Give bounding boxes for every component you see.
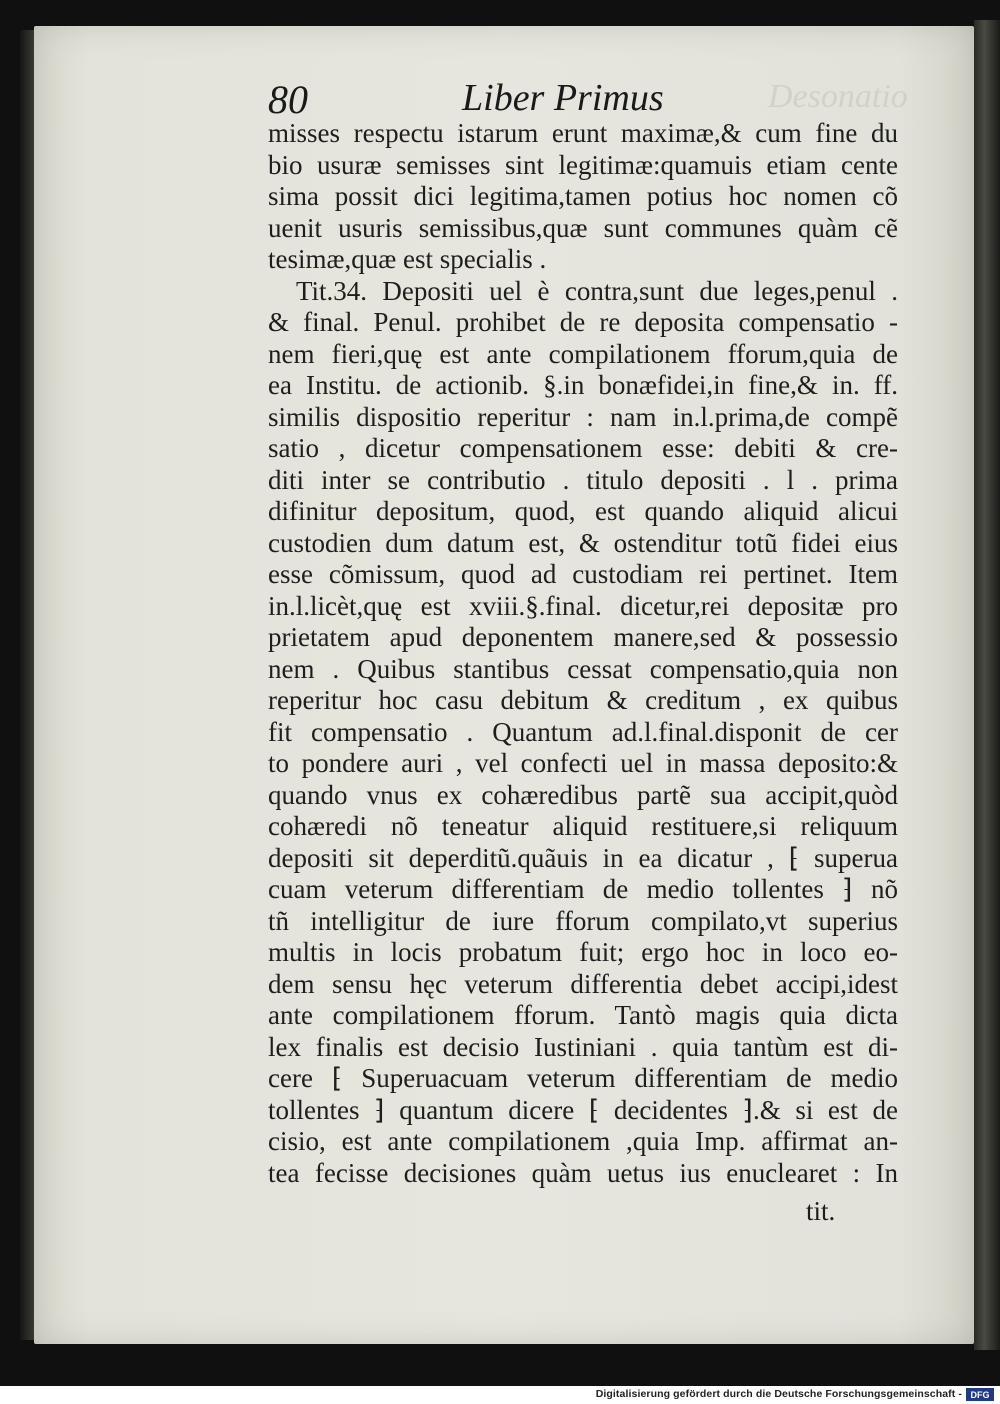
text-line-content: ante compilationem fforum. Tantò magis quia dicta — [268, 1000, 898, 1030]
text-line-content: fit compensatio . Quantum ad.l.final.disponit de cer — [268, 716, 898, 747]
text-line — [268, 717, 898, 749]
text-line-content: quando vnus ex cohæredibus partẽ sua accipit,quòd — [268, 779, 898, 810]
text-line-content: tesimæ,quæ est specialis . — [268, 244, 547, 274]
text-line — [268, 244, 898, 276]
text-line-content: satio , dicetur compensationem esse: debiti & cre- — [268, 433, 898, 463]
text-line-content: tñ intelligitur de iure fforum compilato,vt superius — [268, 905, 898, 936]
text-line-content: tollentes ⁆ quantum dicere ⁅ decidentes ⁆.& si est de — [268, 1094, 898, 1125]
text-line — [268, 370, 898, 402]
text-line-content: lex finalis est decisio Iustiniani . quia tantùm est di- — [268, 1031, 898, 1062]
text-line-content: in.l.licèt,quę est xviii.§.final. dicetur,rei depositæ pro — [268, 590, 898, 621]
text-line — [268, 181, 898, 213]
text-line — [268, 118, 898, 150]
text-line — [268, 937, 898, 969]
text-line — [268, 1126, 898, 1158]
text-line-content: difinitur depositum, quod, est quando aliquid alicui — [268, 496, 898, 526]
text-line-content: dem sensu hęc veterum differentia debet accipi,idest — [268, 968, 898, 999]
text-line — [268, 906, 898, 938]
text-line — [268, 150, 898, 182]
text-line — [268, 874, 898, 906]
text-line-content: depositi sit deperditũ.quãuis in ea dicatur , ⁅ superua — [268, 842, 898, 873]
text-line-content: to pondere auri , vel confecti uel in massa deposito:& — [268, 748, 898, 778]
text-line-content: multis in locis probatum fuit; ergo hoc in loco eo- — [268, 937, 898, 967]
digitization-credit: Digitalisierung gefördert durch die Deutsche Forschungsgemeinschaft - — [595, 1388, 962, 1400]
text-line-content: ea Institu. de actionib. §.in bonæfidei,in fine,& in. ff. — [268, 370, 898, 400]
text-line — [268, 433, 898, 465]
text-line-content: cisio, est ante compilationem ,quia Imp. affirmat an- — [268, 1126, 898, 1156]
catchword: tit. — [806, 1196, 836, 1226]
text-line — [268, 1063, 898, 1095]
text-line-content: & final. Penul. prohibet de re deposita compensatio - — [268, 307, 898, 337]
text-line-content: nem . Quibus stantibus cessat compensatio,quia non — [268, 653, 898, 684]
folio-number: 80 — [268, 77, 308, 122]
text-line-content: similis dispositio reperitur : nam in.l.prima,de compẽ — [268, 401, 898, 432]
text-line — [268, 748, 898, 780]
text-line — [268, 685, 898, 717]
running-title: Liber Primus — [462, 77, 664, 119]
text-line — [268, 1095, 898, 1127]
text-line — [268, 811, 898, 843]
right-book-edge — [974, 20, 1000, 1350]
bleed-through-title: Desonatio — [768, 78, 908, 115]
text-line-content: reperitur hoc casu debitum & creditum , ex quibus — [268, 685, 898, 715]
text-line-content: nem fieri,quę est ante compilationem fforum,quia de — [268, 338, 898, 369]
text-line — [268, 402, 898, 434]
text-line-content: uenit usuris semissibus,quæ sunt communes quàm cẽ — [268, 212, 898, 243]
text-line — [268, 622, 898, 654]
text-line-content: cohæredi nõ teneatur aliquid restituere,si reliquum — [268, 811, 898, 841]
text-line-content: sima possit dici legitima,tamen potius hoc nomen cõ — [268, 181, 898, 211]
text-line — [268, 969, 898, 1001]
text-line-content: prietatem apud deponentem manere,sed & possessio — [268, 622, 898, 652]
text-line-content: esse cõmissum, quod ad custodiam rei pertinet. Item — [268, 559, 898, 589]
text-line-content: diti inter se contributio . titulo depositi . l . prima — [268, 464, 898, 495]
text-line — [268, 528, 898, 560]
text-line — [268, 591, 898, 623]
body-text — [268, 118, 898, 1189]
text-line-content: cuam veterum differentiam de medio tollentes ⁆ nõ — [268, 874, 898, 904]
text-line-content: cere ⁅ Superuacuam veterum differentiam de medio — [268, 1063, 898, 1093]
text-line — [268, 654, 898, 686]
text-line — [268, 843, 898, 875]
text-line-content: Tit.34. Depositi uel è contra,sunt due leges,penul . — [296, 275, 898, 306]
text-line-content: tea fecisse decisiones quàm uetus ius enuclearet : In — [268, 1157, 898, 1188]
text-line-content: misses respectu istarum erunt maximæ,& cum fine du — [268, 118, 898, 148]
left-book-edge — [20, 30, 34, 1340]
text-line — [268, 780, 898, 812]
text-line — [268, 1000, 898, 1032]
text-line-content: custodien dum datum est, & ostenditur totũ fidei eius — [268, 527, 898, 558]
text-line — [268, 1032, 898, 1064]
dfg-logo: DFG — [966, 1388, 994, 1401]
text-line — [268, 465, 898, 497]
text-line — [268, 559, 898, 591]
text-line — [268, 496, 898, 528]
text-line — [268, 339, 898, 371]
text-line — [268, 1158, 898, 1190]
text-line-content: bio usuræ semisses sint legitimæ:quamuis etiam cente — [268, 149, 898, 180]
text-line — [268, 213, 898, 245]
text-line — [268, 276, 898, 308]
text-line — [268, 307, 898, 339]
